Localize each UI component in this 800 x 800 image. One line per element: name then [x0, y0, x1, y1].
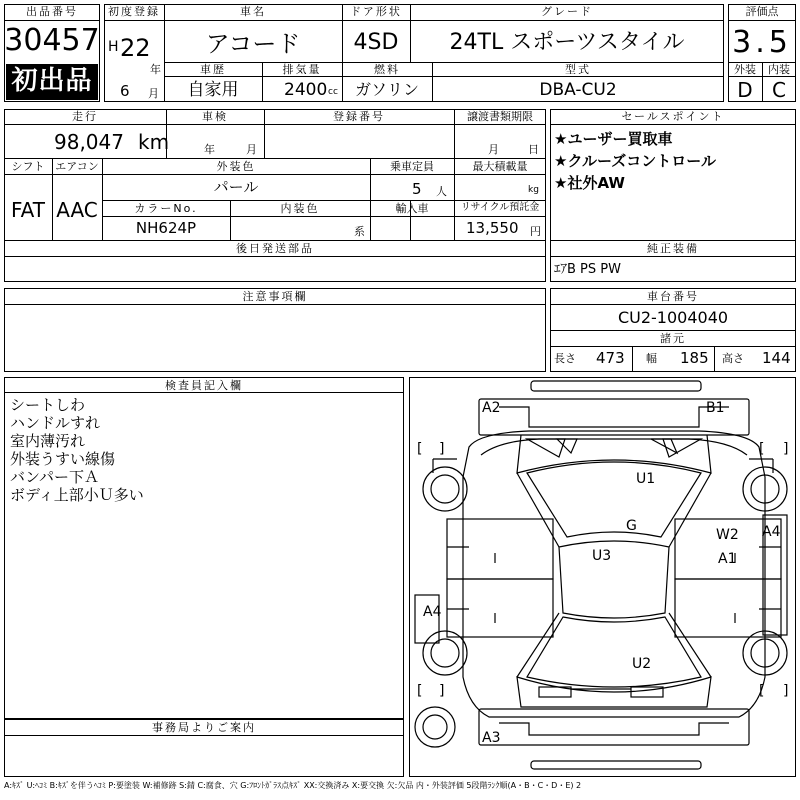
inspector-note: シートしわ — [10, 396, 86, 414]
inspector-note: バンパー下Ａ — [10, 468, 99, 486]
mark-a1: A1 — [718, 551, 737, 567]
year-unit: 年 — [150, 63, 161, 76]
displacement: 2400 — [284, 80, 328, 100]
notes-label: 注意事項欄 — [242, 290, 308, 303]
int-grade-label: 内装 — [768, 63, 790, 76]
office-label: 事務局よりご案内 — [152, 721, 256, 734]
ext-grade: D — [737, 78, 753, 102]
length-label: 長さ — [554, 352, 576, 365]
history: 自家用 — [187, 80, 239, 100]
car-diagram — [409, 377, 796, 777]
inspector-note: 外装うすい線傷 — [10, 450, 116, 468]
legend: A:ｷｽﾞ U:ﾍｺﾐ B:ｷｽﾞを伴うﾍｺﾐ P:要塗装 W:補修跡 S:錆 C:腐食、穴 G:ﾌﾛﾝﾄｶﾞﾗｽ点ｷｽﾞ XX:交換済み X:要交換 欠:欠品 内・外装評価 5段階ﾗﾝｸ順(A・B・C・D・E) 2 — [4, 781, 582, 790]
displacement-label: 排気量 — [282, 63, 322, 76]
color-number-label: カラーNo. — [134, 202, 198, 215]
mark-u1: U1 — [636, 471, 656, 487]
int-grade: C — [772, 78, 786, 102]
sales-point-2: ★クルーズコントロール — [554, 152, 716, 170]
width: 185 — [680, 349, 709, 367]
max-load-label: 最大積載量 — [472, 160, 528, 173]
inspector-notes — [10, 396, 144, 504]
shift: FAT — [10, 198, 45, 222]
sales-point-1: ★ユーザー買取車 — [554, 130, 673, 148]
lot-number: 30457 — [4, 23, 100, 58]
score-label: 評価点 — [745, 5, 779, 18]
svg-text:[: [ — [759, 683, 765, 699]
mark-a4-left: A4 — [423, 604, 442, 620]
max-load-unit: kg — [528, 185, 539, 195]
fuel-label: 燃料 — [374, 63, 400, 76]
length: 473 — [596, 349, 625, 367]
door-type: 4SD — [353, 30, 399, 55]
exterior-color: パール — [213, 178, 259, 196]
history-label: 車歴 — [200, 63, 226, 76]
mark-w2: W2 — [716, 527, 739, 543]
mark-a2: A2 — [482, 400, 501, 416]
first-reg-month: 6 — [120, 82, 130, 100]
fuel: ガソリン — [354, 80, 419, 99]
mark-u2: U2 — [632, 656, 652, 672]
inspection-year-unit: 年 — [204, 143, 215, 156]
mileage-label: 走行 — [72, 110, 98, 123]
mark-u3: U3 — [592, 548, 612, 564]
color-number: NH624P — [135, 219, 197, 237]
transfer-deadline-label: 譲渡書類期限 — [467, 110, 533, 123]
sales-point-3: ★社外AW — [554, 174, 625, 192]
recycle-fee: 13,550 — [466, 219, 519, 237]
lot-number-label: 出品番号 — [26, 5, 78, 18]
capacity: 5 — [412, 180, 422, 198]
capacity-unit: 人 — [436, 185, 447, 198]
ac: AAC — [56, 198, 98, 222]
car-name: アコード — [205, 30, 301, 58]
door-label: ドア形状 — [350, 5, 402, 18]
mileage: 98,047 — [54, 130, 124, 154]
mark-a4-right: A4 — [762, 524, 781, 540]
inspector-label: 検査員記入欄 — [165, 379, 243, 392]
svg-text:]: ] — [783, 683, 789, 699]
model-label: 型式 — [565, 63, 591, 76]
height-label: 高さ — [722, 352, 744, 365]
mileage-unit: km — [138, 130, 170, 154]
first-reg-year: 22 — [120, 34, 151, 62]
mark-b1: B1 — [706, 400, 725, 416]
inspector-note: 室内薄汚れ — [10, 432, 86, 450]
dimensions-label: 諸元 — [660, 332, 686, 345]
height: 144 — [762, 349, 791, 367]
interior-color-label: 内装色 — [280, 202, 320, 215]
score: 3.5 — [732, 25, 792, 60]
equipment-items: ｴｱB PS PW — [554, 262, 621, 277]
recycle-unit: 円 — [530, 225, 541, 238]
inspection-month-unit: 月 — [246, 143, 257, 156]
transfer-month-unit: 月 — [488, 143, 499, 156]
transfer-day-unit: 日 — [528, 143, 539, 156]
interior-color-suffix: 系 — [354, 225, 365, 238]
svg-text:]: ] — [439, 683, 445, 699]
inspector-note: ハンドルすれ — [10, 414, 101, 432]
chassis-number-label: 車台番号 — [647, 290, 699, 303]
recycle-label: リサイクル預託金 — [460, 202, 540, 213]
svg-text:]: ] — [783, 441, 789, 457]
width-label: 幅 — [646, 352, 657, 365]
car-name-label: 車名 — [240, 5, 266, 18]
grade: 24TL スポーツスタイル — [449, 30, 685, 55]
svg-text:[: [ — [759, 441, 765, 457]
import-label: 輸入車 — [395, 202, 429, 215]
reg-number-label: 登録番号 — [333, 110, 385, 123]
era-label: H — [108, 39, 119, 55]
mark-a3: A3 — [482, 730, 501, 746]
displacement-unit: cc — [328, 87, 338, 97]
first-reg-label: 初度登録 — [108, 5, 160, 18]
inspection-label: 車検 — [202, 110, 228, 123]
shift-label: シフト — [11, 160, 45, 173]
ext-grade-label: 外装 — [734, 63, 756, 76]
inspector-note: ボディ上部小Ｕ多い — [10, 486, 144, 504]
mark-g: G — [626, 518, 637, 534]
grade-label: グレード — [541, 5, 593, 18]
sales-points-label: セールスポイント — [621, 110, 725, 123]
svg-text:[: [ — [417, 683, 423, 699]
ac-label: エアコン — [55, 160, 99, 173]
svg-text:]: ] — [439, 441, 445, 457]
chassis-number: CU2-1004040 — [617, 308, 729, 327]
model-code: DBA-CU2 — [539, 80, 617, 100]
month-unit: 月 — [148, 87, 159, 100]
svg-text:[: [ — [417, 441, 423, 457]
capacity-label: 乗車定員 — [390, 160, 434, 173]
first-listing-text: 初出品 — [11, 66, 93, 96]
later-parts-label: 後日発送部品 — [236, 242, 314, 255]
equipment-label: 純正装備 — [647, 242, 699, 255]
exterior-color-label: 外装色 — [216, 160, 256, 173]
